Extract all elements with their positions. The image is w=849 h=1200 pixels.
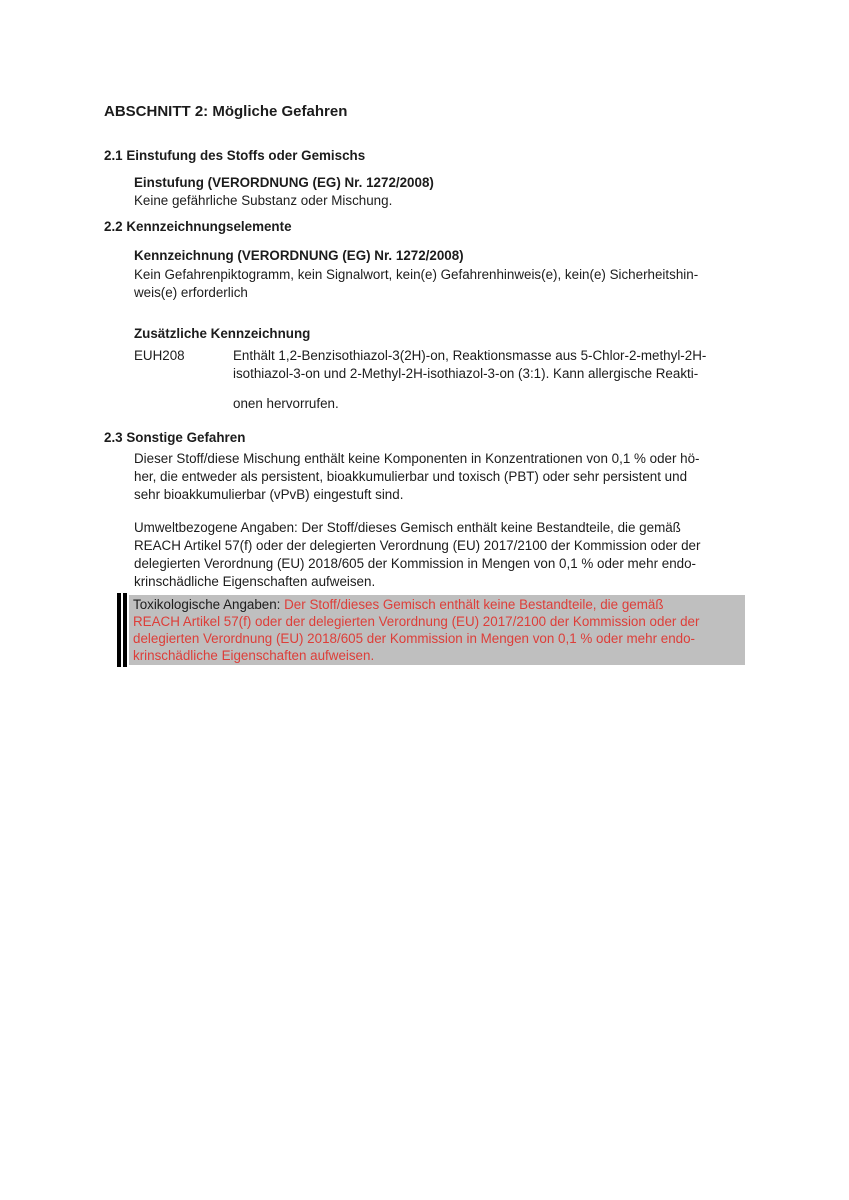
- toxicological-line: [133, 596, 741, 613]
- pbt-paragraph: [134, 450, 745, 504]
- environmental-line: delegierten Verordnung (EU) 2018/605 der Kommission in Mengen von 0,1 % oder mehr endo-: [134, 556, 696, 571]
- toxicological-highlight: [129, 595, 745, 665]
- toxicological-highlight-block: [117, 595, 745, 665]
- toxicological-line: krinschädliche Eigenschaften aufweisen.: [133, 648, 375, 663]
- environmental-line: krinschädliche Eigenschaften aufweisen.: [134, 574, 376, 589]
- euh-code: EUH208: [134, 348, 185, 363]
- environmental-paragraph: [134, 519, 745, 591]
- toxicological-red-text: Der Stoff/dieses Gemisch enthält keine Bestandteile, die gemäß: [284, 597, 664, 612]
- toxicological-line: REACH Artikel 57(f) oder der delegierten Verordnung (EU) 2017/2100 der Kommission oder der: [133, 614, 700, 629]
- pbt-line: Dieser Stoff/diese Mischung enthält keine Komponenten in Konzentrationen von 0,1 % oder hö-: [134, 451, 700, 466]
- additional-labelling-heading: Zusätzliche Kennzeichnung: [134, 326, 311, 341]
- heading-2-3: 2.3 Sonstige Gefahren: [104, 430, 246, 445]
- heading-2-1: 2.1 Einstufung des Stoffs oder Gemischs: [104, 148, 366, 163]
- euh-statement-row: [134, 347, 745, 413]
- euh-line: isothiazol-3-on und 2-Methyl-2H-isothiazol-3-on (3:1). Kann allergische Reakti-: [233, 366, 699, 381]
- labelling-line: weis(e) erforderlich: [134, 285, 248, 300]
- euh-line: Enthält 1,2-Benzisothiazol-3(2H)-on, Reaktionsmasse aus 5-Chlor-2-methyl-2H-: [233, 348, 707, 363]
- section-title: ABSCHNITT 2: Mögliche Gefahren: [104, 103, 348, 120]
- pbt-line: sehr bioakkumulierbar (vPvB) eingestuft sind.: [134, 487, 404, 502]
- pbt-line: her, die entweder als persistent, bioakkumulierbar und toxisch (PBT) oder sehr persistent und: [134, 469, 688, 484]
- toxicological-label: Toxikologische Angaben:: [133, 597, 281, 612]
- revision-bar-icon: [123, 593, 127, 667]
- revision-bar-icon: [117, 593, 121, 667]
- euh-continuation: onen hervorrufen.: [233, 396, 339, 411]
- labelling-heading: Kennzeichnung (VERORDNUNG (EG) Nr. 1272/2008): [134, 248, 464, 263]
- heading-2-2: 2.2 Kennzeichnungselemente: [104, 219, 292, 234]
- euh-text: [233, 347, 745, 413]
- environmental-line: REACH Artikel 57(f) oder der delegierten Verordnung (EU) 2017/2100 der Kommission oder der: [134, 538, 701, 553]
- environmental-line: Umweltbezogene Angaben: Der Stoff/dieses Gemisch enthält keine Bestandteile, die gemäß: [134, 520, 681, 535]
- classification-heading: Einstufung (VERORDNUNG (EG) Nr. 1272/2008): [134, 175, 434, 190]
- classification-text: Keine gefährliche Substanz oder Mischung.: [134, 193, 393, 208]
- labelling-line: Kein Gefahrenpiktogramm, kein Signalwort, kein(e) Gefahrenhinweis(e), kein(e) Sicherheitshin-: [134, 267, 699, 282]
- toxicological-line: delegierten Verordnung (EU) 2018/605 der Kommission in Mengen von 0,1 % oder mehr endo-: [133, 631, 695, 646]
- labelling-paragraph: [134, 266, 745, 302]
